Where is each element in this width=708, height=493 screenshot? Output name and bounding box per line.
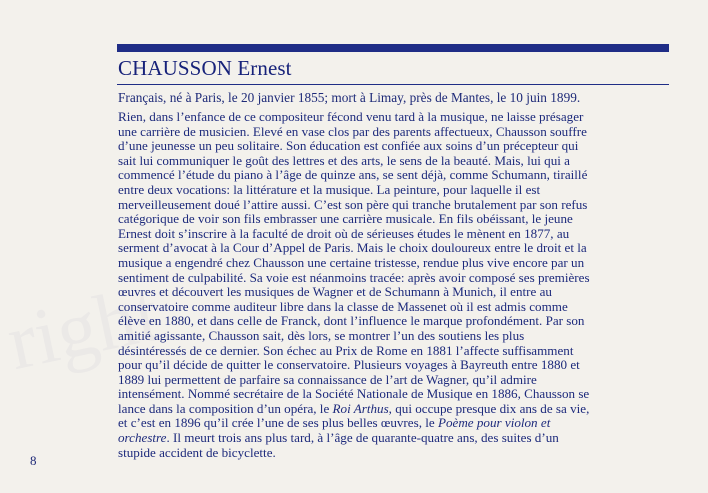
text-line: intensément. Nommé secrétaire de la Société Nationale de Musique en 1886, Chausson se	[118, 386, 590, 402]
page-number: 8	[30, 453, 37, 468]
text-line: stupide accident de bicyclette.	[118, 444, 276, 460]
text-line: conservatoire comme auditeur libre dans la classe de Massenet où il est admis comme	[118, 298, 568, 314]
text-line: désintéressés de ce dernier. Son échec au Prix de Rome en 1881 l’affecte suffisamment	[118, 342, 574, 358]
text-line: merveilleusement doué l’attire aussi. C’est son père qui tranche brutalement par son refus	[118, 196, 588, 212]
text-line: œuvres et découvert les musiques de Wagner et de Schumann à Munich, il entre au	[118, 284, 552, 300]
text-line: entre deux vocations: la littérature et la musique. La peinture, pour laquelle il est	[118, 181, 541, 197]
text-line: une carrière de musicien. Elevé en vase clos par des parents affectueux, Chausson souffre	[118, 123, 587, 139]
text-line: musique a engendré chez Chausson une certaine tristesse, rendue plus vive encore par un	[118, 254, 585, 270]
work-title: Roi Arthus	[332, 400, 389, 416]
title-rule	[117, 84, 669, 85]
work-title: Poème pour violon et	[437, 415, 551, 431]
text-line: élève en 1880, et dans celle de Franck, dont l’influence le marque profondément. Par son	[118, 313, 585, 329]
text-run: lance dans la composition d’un opéra, le	[118, 400, 333, 416]
text-line: d’une jeunesse un peu solitaire. Son éducation est confiée aux soins d’un précepteur qui	[118, 138, 579, 154]
text-line: Ernest doit s’inscrire à la faculté de droit où de sérieuses études le mènent en 1877, au	[118, 225, 570, 241]
text-line: pour qu’il décide de quitter le conservatoire. Plusieurs voyages à Bayreuth entre 1880 et	[118, 357, 580, 373]
text-line: amitié agissante, Chausson sait, dès lors, se montrer l’un des soutiens les plus	[118, 327, 525, 343]
text-run: et c’est en 1896 qu’il crée l’une de ses plus belles œuvres, le	[118, 415, 438, 431]
page-title: CHAUSSON Ernest	[118, 56, 292, 80]
work-title: orchestre	[118, 430, 167, 446]
text-line: serment d’avocat à la Cour d’Appel de Paris. Mais le choix douloureux entre le droit et la	[118, 240, 587, 256]
text-line	[118, 416, 674, 431]
text-line: 1889 lui permettent de parfaire sa connaissance de l’art de Wagner, qu’il admire	[118, 371, 537, 387]
text-line: Rien, dans l’enfance de ce compositeur fécond venu tard à la musique, ne laisse présager	[118, 109, 584, 124]
text-line: sentiment de culpabilité. Sa voie est néanmoins tracée: après avoir composé ses premières	[118, 269, 590, 285]
watermark: right	[0, 269, 167, 388]
biography-text	[118, 110, 674, 460]
text-line	[118, 431, 674, 446]
text-line: sait lui communiquer le goût des lettres et des arts, le sens de la beauté. Mais, lui qui a	[118, 152, 570, 168]
text-line	[118, 402, 674, 417]
text-run: . Il meurt trois ans plus tard, à l’âge de quarante-quatre ans, des suites d’un	[166, 430, 559, 446]
text-run: , qui occupe presque dix ans de sa vie,	[388, 400, 590, 416]
header-bar	[117, 44, 669, 52]
text-line: catégorique de voir son fils embrasser une carrière musicale. En fils obéissant, le jeune	[118, 211, 573, 227]
biography-summary: Français, né à Paris, le 20 janvier 1855; mort à Limay, près de Mantes, le 10 juin 1899.	[118, 90, 581, 105]
text-line: commencé l’étude du piano à l’âge de quinze ans, se sent déjà, comme Schumann, tiraillé	[118, 167, 588, 183]
